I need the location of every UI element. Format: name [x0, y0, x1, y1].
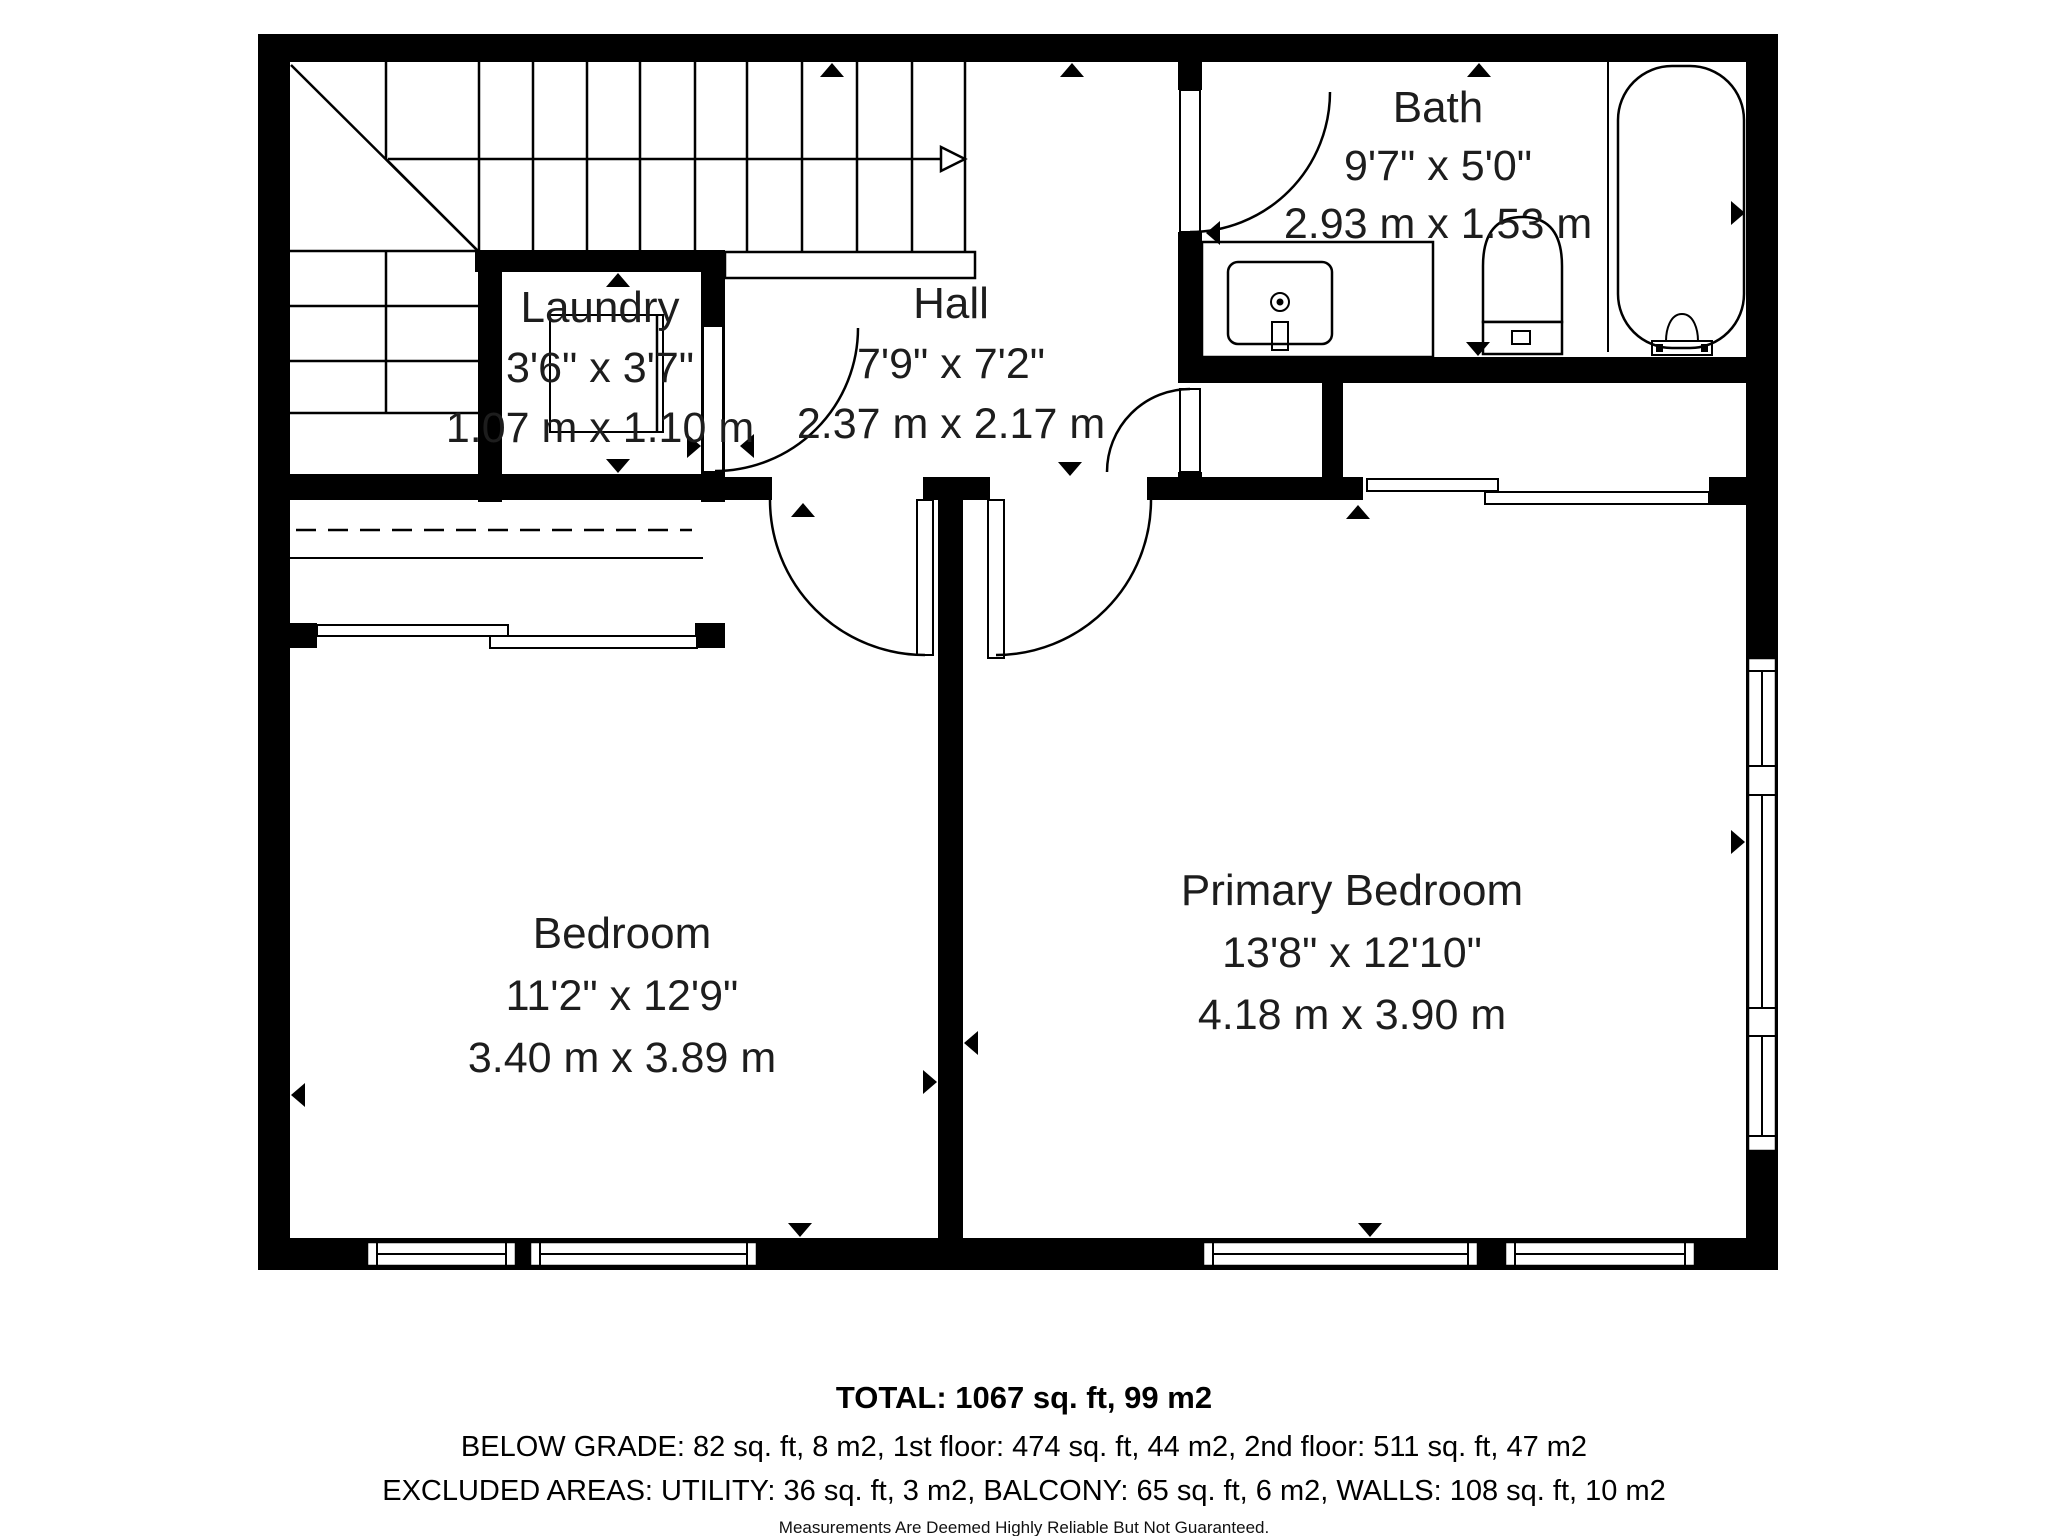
primary-closet [1367, 479, 1709, 504]
bath-dim-metric: 2.93 m x 1.53 m [1283, 200, 1593, 248]
marker-bedroom-left [291, 1083, 305, 1107]
bedroom-dim-metric: 3.40 m x 3.89 m [467, 1034, 777, 1082]
wall-closet-stub-right [695, 623, 725, 648]
closet-slider-panel-2 [490, 636, 697, 648]
room-labels [446, 83, 1592, 1082]
primary-label: Primary Bedroom [1180, 866, 1524, 915]
marker-divider-right [964, 1031, 978, 1055]
wall-laundry-left [478, 250, 502, 502]
primary-door-leaf [988, 500, 1004, 658]
wall-bath-bottom [1178, 357, 1746, 383]
bedroom-window-2 [530, 1242, 757, 1266]
wall-bath-left-bottom-stub [1178, 472, 1202, 500]
bathtub [1618, 66, 1744, 348]
laundry-dim-imperial: 3'6" x 3'7" [506, 344, 694, 392]
bedroom-window-1 [367, 1242, 516, 1266]
primary-dim-metric: 4.18 m x 3.90 m [1197, 991, 1507, 1039]
marker-primary-bottom [1358, 1223, 1382, 1237]
stair-run-arrow-head [941, 147, 965, 171]
wall-hall-bottom-a [725, 477, 772, 500]
primary-door-arc [996, 500, 1151, 655]
laundry-label: Laundry [520, 283, 680, 332]
excluded-area-line: EXCLUDED AREAS: UTILITY: 36 sq. ft, 3 m2, BALCONY: 65 sq. ft, 6 m2, WALLS: 108 sq. ft, 10 m2 [382, 1475, 1666, 1507]
marker-right-primary [1731, 830, 1745, 854]
wall-band-left [258, 474, 725, 500]
bath-dim-imperial: 9'7" x 5'0" [1344, 142, 1532, 190]
marker-top-hall [820, 63, 844, 77]
hall-label: Hall [913, 279, 989, 328]
wall-laundry-top [475, 250, 725, 272]
summary-text [382, 1380, 1666, 1536]
marker-primary-closet [1346, 505, 1370, 519]
wall-outer-top [258, 34, 1778, 62]
marker-bedroom-door [791, 503, 815, 517]
windows [367, 658, 1776, 1266]
stair-landing-strip [725, 252, 975, 278]
wall-hall-bottom-b [923, 477, 990, 500]
wall-small-closet-right [1322, 383, 1343, 500]
primary-window-1 [1203, 1242, 1478, 1266]
bedroom-dim-imperial: 11'2" x 12'9" [505, 972, 739, 1020]
wall-primary-closet-stub [1709, 477, 1746, 505]
hall-dim-metric: 2.37 m x 2.17 m [796, 400, 1106, 448]
wall-bedroom-divider [938, 500, 963, 1238]
primary-side-window [1748, 658, 1776, 1151]
closet-slider-panel-1 [317, 625, 508, 636]
wall-closet-stub-left [288, 623, 317, 648]
marker-top-hall-2 [1060, 63, 1084, 77]
marker-top-bath [1467, 63, 1491, 77]
toilet-tank [1483, 322, 1562, 354]
bath-door-leaf [1180, 90, 1200, 232]
bedroom-door-leaf [917, 500, 933, 655]
stair-winder-diagonal-2 [386, 159, 478, 251]
bedroom-closet [290, 530, 703, 648]
hall-closet-door-leaf [1180, 389, 1200, 472]
wall-bath-left-mid [1178, 232, 1202, 359]
marker-primary-door [1058, 462, 1082, 476]
marker-laundry-down [606, 459, 630, 473]
hall-closet-door-arc [1107, 389, 1190, 472]
total-area-line: TOTAL: 1067 sq. ft, 99 m2 [835, 1380, 1213, 1415]
bedroom-door-arc [770, 500, 925, 655]
floors-area-line: BELOW GRADE: 82 sq. ft, 8 m2, 1st floor: 474 sq. ft, 44 m2, 2nd floor: 511 sq. ft, 47 m2 [460, 1431, 1588, 1463]
wall-bath-left-top-stub [1178, 62, 1202, 90]
disclaimer-line: Measurements Are Deemed Highly Reliable But Not Guaranteed. [778, 1518, 1270, 1536]
primary-window-2 [1505, 1242, 1695, 1266]
primary-slider-panel-1 [1367, 479, 1498, 491]
primary-slider-panel-2 [1485, 492, 1709, 504]
primary-dim-imperial: 13'8" x 12'10" [1222, 929, 1482, 977]
bath-label: Bath [1392, 83, 1484, 132]
hall-dim-imperial: 7'9" x 7'2" [857, 340, 1045, 388]
wall-outer-left [258, 34, 290, 1270]
laundry-dim-metric: 1.07 m x 1.10 m [445, 404, 755, 452]
marker-divider-left [923, 1070, 937, 1094]
marker-bedroom-bottom [788, 1223, 812, 1237]
bedroom-label: Bedroom [532, 909, 712, 958]
